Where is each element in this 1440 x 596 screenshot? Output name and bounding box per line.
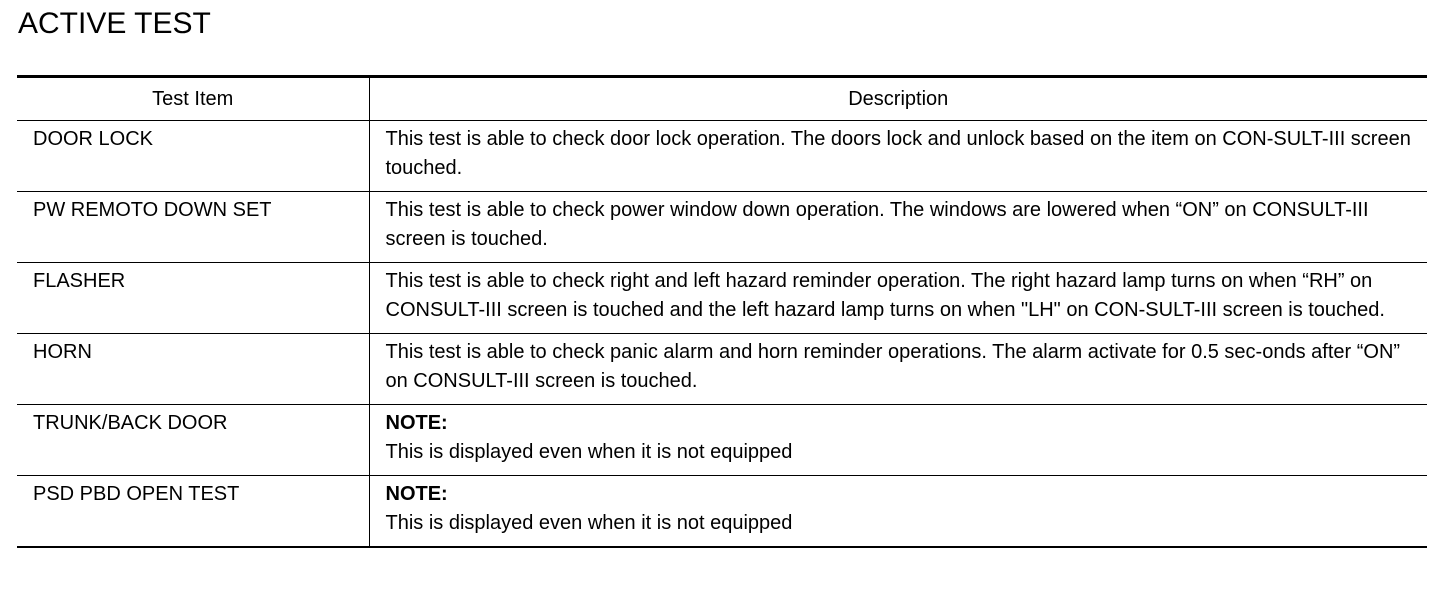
- table-row: [17, 476, 1427, 548]
- description-cell: This test is able to check power window down operation. The windows are lowered when “ON” on CONSULT-III screen is touched.: [369, 192, 1427, 263]
- table-row: [17, 405, 1427, 476]
- page-title: ACTIVE TEST: [18, 7, 211, 40]
- note-label: NOTE:: [385, 412, 448, 434]
- test-item-cell: PSD PBD OPEN TEST: [17, 476, 369, 548]
- test-item-cell: HORN: [17, 334, 369, 405]
- table-row: [17, 334, 1427, 405]
- active-test-table: [17, 75, 1427, 548]
- description-cell: [369, 405, 1427, 476]
- test-item-cell: DOOR LOCK: [17, 121, 369, 192]
- column-header-description: Description: [369, 77, 1427, 121]
- note-text: This is displayed even when it is not equipped: [385, 512, 793, 534]
- column-header-test-item: Test Item: [17, 77, 369, 121]
- description-cell: This test is able to check right and left hazard reminder operation. The right hazard lamp turns on when “RH” on CONSULT-III screen is touched and the left hazard lamp turns on when "LH" on CON-SULT-III screen is touched.: [369, 263, 1427, 334]
- table-row: [17, 192, 1427, 263]
- active-test-table-container: [17, 75, 1427, 548]
- description-cell: This test is able to check door lock operation. The doors lock and unlock based on the item on CON-SULT-III screen touched.: [369, 121, 1427, 192]
- table-row: [17, 121, 1427, 192]
- test-item-cell: TRUNK/BACK DOOR: [17, 405, 369, 476]
- note-label: NOTE:: [385, 483, 448, 505]
- note-text: This is displayed even when it is not equipped: [385, 441, 793, 463]
- description-cell: [369, 476, 1427, 548]
- description-cell: This test is able to check panic alarm and horn reminder operations. The alarm activate for 0.5 sec-onds after “ON” on CONSULT-III screen is touched.: [369, 334, 1427, 405]
- test-item-cell: FLASHER: [17, 263, 369, 334]
- table-header: [17, 77, 1427, 121]
- table-row: [17, 263, 1427, 334]
- table-header-row: [17, 77, 1427, 121]
- test-item-cell: PW REMOTO DOWN SET: [17, 192, 369, 263]
- table-body: [17, 121, 1427, 548]
